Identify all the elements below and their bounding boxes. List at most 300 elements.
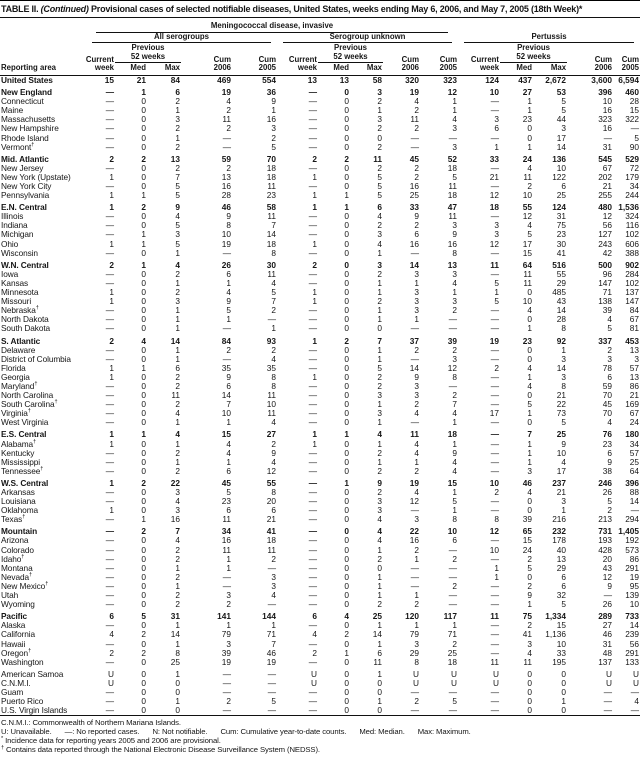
cell: 1 [226, 277, 231, 288]
row-label: Arizona [1, 535, 29, 546]
cell: 16 [170, 514, 180, 525]
cell: 294 [625, 514, 640, 525]
cell: 0 [344, 268, 349, 279]
cell: — [308, 496, 317, 507]
cell: 4 [414, 408, 419, 419]
cell: — [308, 686, 317, 697]
cell: 10 [602, 96, 613, 107]
cell: 19 [489, 335, 500, 346]
cell: 46 [221, 202, 231, 213]
table-row [0, 400, 640, 409]
cell: — [105, 620, 114, 631]
cell: 41 [522, 629, 533, 640]
cell: 16 [409, 238, 419, 249]
cell: 4 [414, 438, 419, 449]
cell: 2 [109, 259, 114, 270]
cell: 26 [602, 599, 613, 610]
cell: 33 [556, 647, 567, 658]
cell: 2 [377, 141, 382, 152]
cell: — [490, 696, 500, 707]
cell: 10 [522, 296, 533, 307]
cell: 4 [312, 629, 317, 640]
cell: 1 [175, 456, 180, 467]
cell: 0 [344, 580, 349, 591]
cell: — [603, 696, 613, 707]
cell: 1 [377, 696, 382, 707]
table-row [0, 200, 640, 212]
cell: 45 [221, 477, 231, 488]
cell: — [222, 132, 231, 143]
cell: 5 [634, 132, 640, 143]
cell: 1 [226, 417, 231, 428]
cell: 2 [607, 505, 613, 516]
cell: 246 [598, 477, 613, 488]
row-label: Florida [1, 362, 26, 373]
row-label: Rhode Island [1, 132, 49, 143]
cell: 2 [414, 344, 419, 355]
col-header-med: Med [318, 63, 350, 76]
table-row [0, 249, 640, 258]
cell: 0 [344, 277, 349, 288]
cell: 0 [344, 456, 349, 467]
cell: 5 [494, 296, 500, 307]
cell: 291 [625, 647, 640, 658]
cell: 15 [522, 535, 533, 546]
cell: 27 [266, 429, 276, 440]
table-row [0, 546, 640, 555]
footnote-star: * Incidence data for reporting years 2005 and 2006 are provisional. [1, 735, 221, 746]
row-label: Wisconsin [1, 247, 38, 258]
cell: 1 [141, 238, 146, 249]
cell: — [267, 314, 276, 325]
cell: 8 [494, 514, 500, 525]
cell: 1 [141, 87, 146, 98]
cell: 8 [271, 380, 276, 391]
cell: 14 [266, 229, 276, 240]
cell: 18 [447, 190, 458, 201]
row-label: Guam [1, 686, 24, 697]
cell: 1 [377, 287, 382, 298]
cell: 2 [175, 399, 180, 410]
cell: 0 [141, 132, 146, 143]
cell: 1 [414, 590, 419, 601]
cell: 1 [452, 105, 458, 116]
table-row [0, 640, 640, 649]
cell: 1 [312, 238, 317, 249]
cell: 1 [109, 505, 114, 516]
row-label: W.N. Central [1, 259, 49, 270]
table-row [0, 106, 640, 115]
cell: 35 [266, 362, 276, 373]
cell: — [222, 668, 231, 679]
cell: — [448, 571, 458, 582]
cell: 33 [489, 153, 500, 164]
cell: 2 [271, 305, 276, 316]
cell: 8 [271, 247, 276, 258]
cell: 3,600 [591, 74, 613, 85]
cell: 0 [344, 487, 349, 497]
table-row [0, 75, 640, 85]
cell: 5 [527, 562, 533, 573]
cell: 0 [141, 114, 146, 125]
cell: 3 [377, 114, 382, 125]
cell: 485 [552, 287, 567, 298]
cell: 8 [452, 514, 458, 525]
cell: — [222, 247, 231, 258]
cell: 0 [141, 638, 146, 649]
cell: 0 [344, 408, 349, 419]
cell: 124 [552, 202, 567, 213]
cell: 2 [226, 123, 231, 134]
cell: 0 [344, 705, 349, 716]
cell: 4 [175, 211, 180, 222]
table-row [0, 391, 640, 400]
table-row [0, 152, 640, 164]
cell: 10 [447, 526, 458, 537]
cell: 4 [226, 287, 231, 298]
row-label: New Mexico† [1, 580, 49, 591]
row-label: South Dakota [1, 323, 51, 334]
cell: — [105, 114, 114, 125]
cell: 84 [221, 335, 231, 346]
cell: — [105, 686, 114, 697]
cell: — [308, 417, 317, 428]
cell: 9 [527, 590, 533, 601]
row-label: U.S. Virgin Islands [1, 705, 68, 716]
cell: 2 [414, 220, 419, 231]
cell: — [105, 132, 114, 143]
cell: 21 [136, 74, 146, 85]
cell: 4 [175, 535, 180, 546]
cell: 0 [344, 571, 349, 582]
cell: U [311, 677, 317, 688]
cell: — [105, 408, 114, 419]
cell: 3 [377, 408, 382, 419]
table-row [0, 134, 640, 143]
cell: 124 [485, 74, 500, 85]
cell: 0 [344, 465, 349, 476]
cell: 79 [221, 629, 231, 640]
cell: 9 [452, 229, 458, 240]
cell: 1 [226, 314, 231, 325]
cell: 0 [344, 399, 349, 410]
cell: 0 [175, 677, 180, 688]
cell: 12 [409, 496, 419, 507]
cell: 11 [373, 656, 382, 667]
cell: 0 [175, 705, 180, 716]
col-header-current-week: Current week [86, 43, 115, 75]
cell: — [267, 686, 276, 697]
table-row [0, 164, 640, 173]
cell: 2 [344, 335, 349, 346]
cell: 2 [452, 305, 458, 316]
cell: 237 [552, 477, 567, 488]
row-label: Oregon† [1, 647, 32, 658]
row-label: Alaska [1, 620, 26, 631]
cell: 1 [452, 505, 458, 516]
cell: 396 [598, 87, 613, 98]
cell: 11 [448, 181, 458, 191]
cell: — [308, 580, 317, 591]
cell: — [105, 141, 114, 152]
cell: 0 [344, 362, 349, 373]
cell: 26 [602, 487, 613, 497]
cell: — [105, 344, 114, 355]
cell: 4 [607, 417, 613, 428]
cell: 0 [344, 220, 349, 231]
cell: 41 [556, 247, 567, 258]
cell: 1 [312, 438, 317, 449]
cell: 7 [271, 296, 276, 307]
cell: 8 [271, 371, 276, 382]
cell: 0 [527, 344, 533, 355]
cell: 70 [602, 390, 613, 401]
cell: — [448, 599, 458, 610]
cell: 1 [175, 417, 180, 428]
cell: 9 [226, 296, 231, 307]
cell: 1 [377, 668, 382, 679]
cell: 1 [141, 514, 146, 525]
cell: 10 [556, 638, 567, 649]
cell: 6 [494, 123, 500, 134]
cell: 3 [414, 390, 419, 401]
cell: — [308, 487, 317, 497]
cell: 42 [602, 247, 613, 258]
cell: 2 [175, 162, 180, 173]
cell: 34 [221, 526, 231, 537]
cell: 139 [625, 590, 640, 601]
cell: 289 [598, 611, 613, 622]
dagger-marker: † [22, 514, 26, 521]
cell: 1 [414, 620, 419, 631]
table-row [0, 476, 640, 488]
cell: 2 [452, 344, 458, 355]
table-title-number: TABLE II. [1, 4, 39, 14]
cell: 1 [452, 620, 458, 631]
cell: 33 [409, 202, 419, 213]
cell: 902 [625, 259, 640, 270]
cell: 37 [409, 335, 419, 346]
cell: — [308, 220, 317, 231]
cell: 606 [625, 238, 640, 249]
row-label: Alabama† [1, 438, 37, 449]
cell: 39 [221, 647, 231, 658]
cell: U [493, 677, 500, 688]
cell: 0 [527, 571, 533, 582]
cell: 1 [527, 105, 533, 116]
cell: 28 [221, 190, 231, 201]
cell: — [105, 590, 114, 601]
cell: 90 [629, 141, 640, 152]
group-header-serogroup-unknown: Serogroup unknown [277, 33, 458, 44]
cell: 0 [344, 287, 349, 298]
cell: — [630, 123, 640, 134]
cell: 0 [344, 638, 349, 649]
cell: 0 [344, 390, 349, 401]
cell: 1 [109, 477, 114, 488]
cell: 0 [141, 323, 146, 334]
cell: 2 [175, 380, 180, 391]
cell: 17 [556, 132, 567, 143]
cell: 2 [175, 599, 180, 610]
cell: 2 [226, 105, 231, 116]
header-spacer [458, 18, 640, 33]
cell: 243 [598, 238, 613, 249]
cell: — [308, 465, 317, 476]
cell: 0 [141, 553, 146, 564]
cell: 41 [266, 526, 276, 537]
cell: 1 [377, 247, 382, 258]
cell: 4 [377, 535, 382, 546]
cell: 46 [602, 629, 613, 640]
cell: 12 [447, 362, 458, 373]
table-row [0, 97, 640, 106]
cell: 138 [598, 296, 613, 307]
cell: 10 [489, 544, 500, 555]
cell: 24 [629, 417, 640, 428]
row-label: Minnesota [1, 287, 39, 298]
cell: 0 [344, 553, 349, 564]
cell: 71 [447, 629, 458, 640]
cell: 11 [523, 656, 533, 667]
cell: 18 [447, 656, 458, 667]
cell: — [105, 123, 114, 134]
col-header-current-week: Current week [458, 43, 500, 75]
cell: — [308, 105, 317, 116]
cell: 428 [598, 544, 613, 555]
cell: 10 [629, 599, 640, 610]
cell: 1 [109, 171, 114, 182]
cell: 3 [271, 571, 276, 582]
table-row [0, 497, 640, 506]
cell: 35 [221, 362, 231, 373]
cell: 46 [266, 647, 276, 658]
cell: 7 [175, 526, 180, 537]
row-label: C.N.M.I. [1, 677, 31, 688]
cell: 2 [527, 553, 533, 564]
cell: 2 [344, 629, 349, 640]
cell: 10 [221, 229, 231, 240]
cell: — [308, 696, 317, 707]
cell: 11 [267, 211, 276, 222]
cell: 2 [452, 553, 458, 564]
cell: 239 [625, 629, 640, 640]
table-row [0, 355, 640, 364]
cell: 16 [602, 123, 613, 134]
cell: 0 [141, 105, 146, 116]
cell: 2 [377, 220, 382, 231]
cell: 11 [373, 153, 382, 164]
cell: 2 [175, 96, 180, 107]
cell: 11 [448, 211, 458, 222]
cell: 1 [494, 571, 500, 582]
cell: — [308, 514, 317, 525]
cell: 1,405 [618, 526, 640, 537]
cell: — [410, 562, 419, 573]
cell: — [308, 229, 317, 240]
cell: 1 [312, 287, 317, 298]
cell: 2 [141, 629, 146, 640]
cell: — [308, 656, 317, 667]
cell: — [308, 390, 317, 401]
cell: — [490, 686, 500, 697]
cell: 0 [344, 562, 349, 573]
cell: 1 [175, 247, 180, 258]
cell: — [448, 686, 458, 697]
cell: 9 [226, 371, 231, 382]
cell: 1 [175, 438, 180, 449]
cell: — [105, 535, 114, 546]
cell: 25 [556, 190, 567, 201]
cell: 0 [561, 677, 567, 688]
cell: 4 [414, 447, 419, 458]
cell: 11 [523, 171, 533, 182]
table-row [0, 270, 640, 279]
cell: 5 [175, 220, 180, 231]
cell: 3 [494, 229, 500, 240]
cell: 0 [141, 123, 146, 134]
cell: 0 [377, 323, 382, 334]
cell: — [490, 535, 500, 546]
cell: 95 [629, 580, 640, 591]
cell: 23 [266, 190, 276, 201]
cell: 45 [602, 399, 613, 410]
cell: — [603, 705, 613, 716]
cell: 396 [625, 477, 640, 488]
cell: 0 [344, 544, 349, 555]
cell: — [308, 590, 317, 601]
cell: 3 [452, 220, 458, 231]
row-label: Kansas [1, 277, 29, 288]
table-row [0, 488, 640, 497]
cell: 1 [312, 171, 317, 182]
cell: 92 [556, 335, 567, 346]
dagger-marker: † [45, 581, 49, 588]
cell: 2 [377, 380, 382, 391]
cell: 56 [602, 220, 613, 231]
cell: — [448, 590, 458, 601]
col-header-cum-2006: Cum 2006 [383, 43, 420, 75]
cell: 5 [527, 229, 533, 240]
cell: 2 [175, 465, 180, 476]
cell: — [308, 211, 317, 222]
cell: 75 [522, 611, 533, 622]
cell: 3 [175, 114, 180, 125]
cell: — [308, 87, 317, 98]
cell: 0 [141, 399, 146, 410]
cell: 0 [141, 220, 146, 231]
cell: 71 [266, 629, 276, 640]
table-row [0, 115, 640, 124]
cell: 117 [443, 611, 458, 622]
cell: 7 [377, 335, 382, 346]
cell: 93 [266, 335, 276, 346]
cell: — [105, 553, 114, 564]
cell: 500 [598, 259, 613, 270]
cell: — [490, 496, 500, 507]
cell: 136 [552, 153, 567, 164]
cell: 2 [377, 487, 382, 497]
cell: 2 [226, 344, 231, 355]
cell: 4 [226, 447, 231, 458]
cell: 13 [221, 171, 231, 182]
cell: 2 [141, 153, 146, 164]
table-row [0, 706, 640, 716]
cell: 2 [141, 477, 146, 488]
table-row [0, 124, 640, 133]
cell: 3 [607, 353, 613, 364]
row-label: Wyoming [1, 599, 35, 610]
